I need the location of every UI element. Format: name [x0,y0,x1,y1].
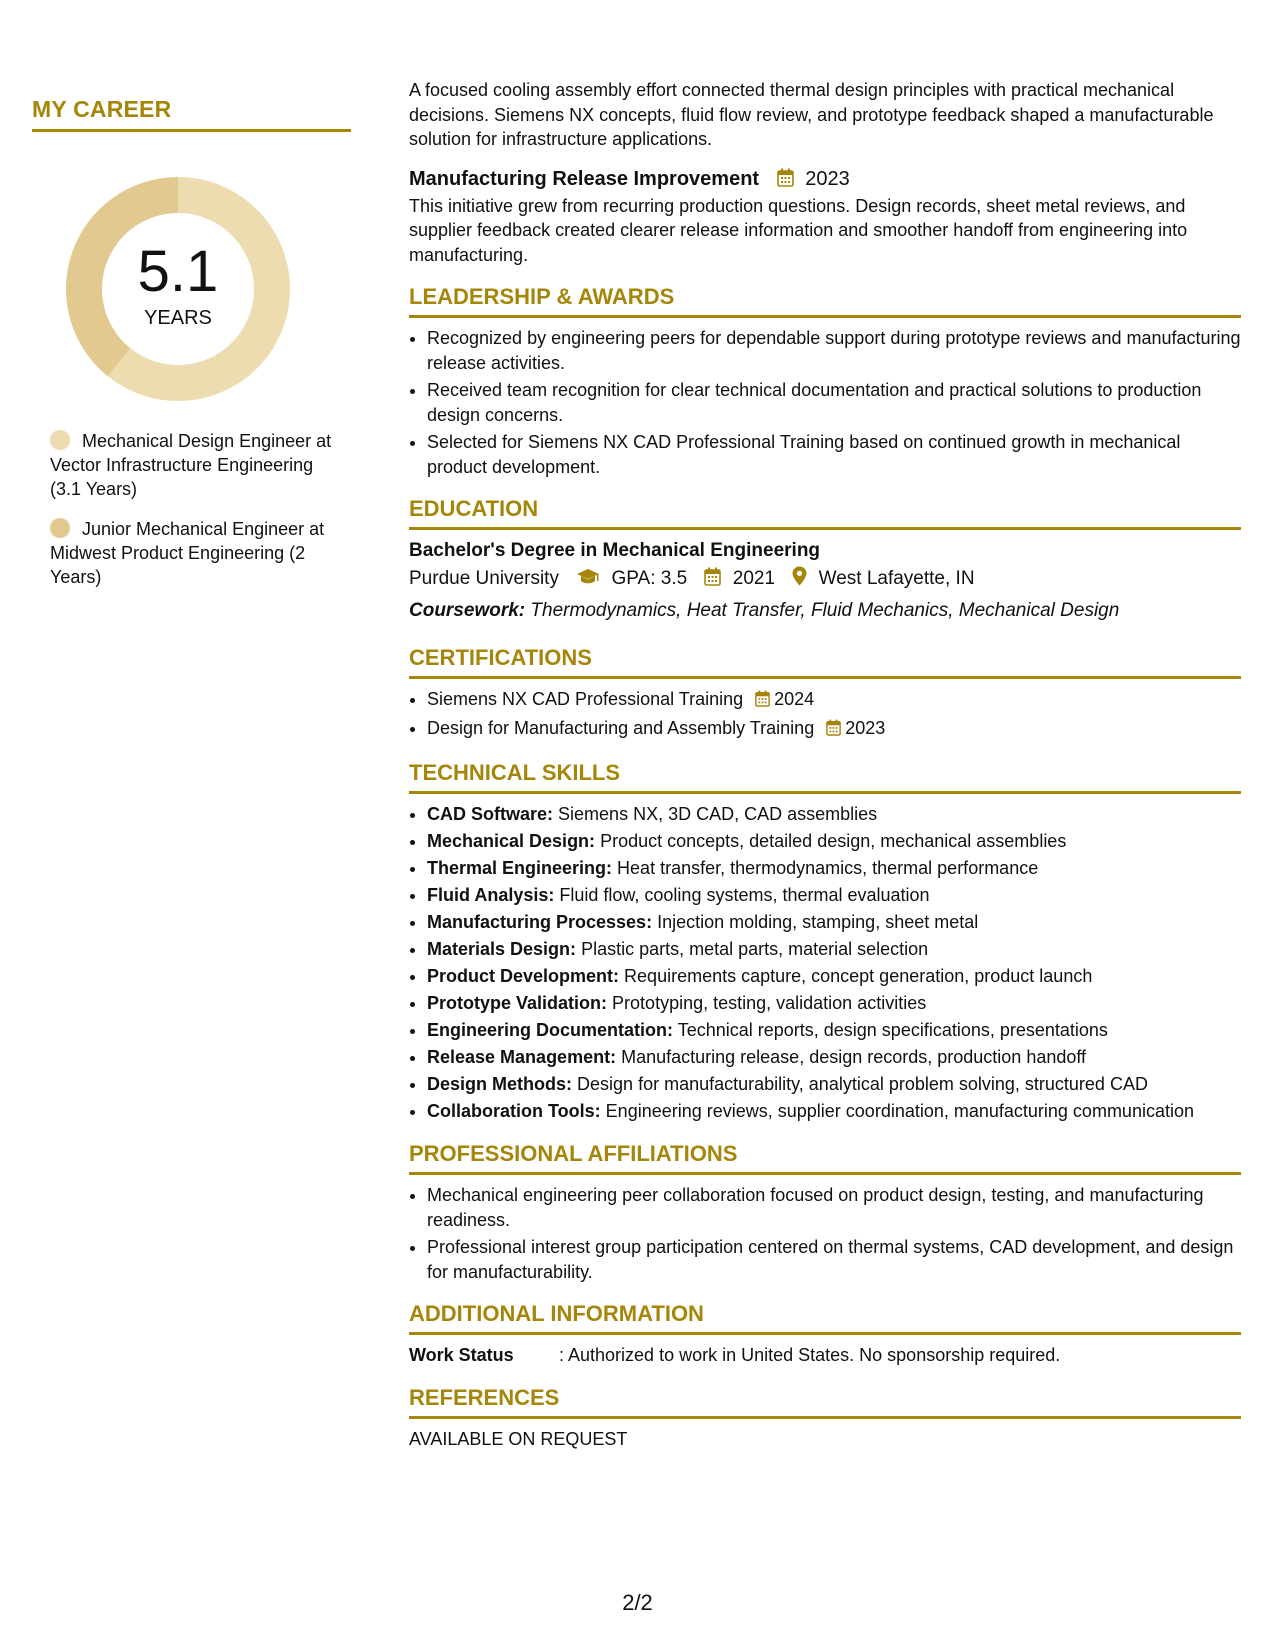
calendar-icon [777,168,794,194]
career-sidebar [32,96,351,605]
main-content [409,78,1241,1451]
gpa: GPA: 3.5 [611,568,688,589]
degree-title: Bachelor's Degree in Mechanical Engineering [409,540,821,561]
skill-label: Engineering Documentation: [427,1020,674,1040]
list-item: • Selected for Siemens NX CAD Professional Training based on continued growth in mechanical product development. [427,430,1241,479]
graduation-cap-icon [576,566,600,596]
skill-item [427,883,1241,908]
calendar-icon [704,566,721,596]
leadership-section-title: LEADERSHIP & AWARDS [409,283,1241,318]
additional-section-title: ADDITIONAL INFORMATION [409,1300,1241,1335]
skills-section-title: TECHNICAL SKILLS [409,759,1241,794]
calendar-icon [826,718,841,743]
coursework-label: Coursework: [409,600,526,621]
legend-dot [50,430,70,450]
project-year: 2023 [805,167,850,190]
skill-value: Plastic parts, metal parts, material selection [581,939,929,959]
skill-value: Fluid flow, cooling systems, thermal evaluation [559,885,930,905]
career-legend [50,429,340,589]
skill-label: Prototype Validation: [427,993,608,1013]
graduation-year: 2021 [732,568,776,589]
certifications-list [409,687,1241,743]
skill-value: Injection molding, stamping, sheet metal [657,912,979,932]
work-status-row [409,1343,1241,1368]
cert-name: Design for Manufacturing and Assembly Training [427,718,815,738]
skill-value: Product concepts, detailed design, mechanical assemblies [600,831,1067,851]
skill-value: Requirements capture, concept generation, product launch [624,966,1093,986]
skill-value: Design for manufacturability, analytical problem solving, structured CAD [577,1074,1148,1094]
work-status-label: Work Status [409,1345,514,1365]
legend-label: Mechanical Design Engineer at Vector Infrastructure Engineering (3.1 Years) [50,431,332,499]
legend-label: Junior Mechanical Engineer at Midwest Product Engineering (2 Years) [50,519,325,587]
list-item: • Mechanical engineering peer collaboration focused on product design, testing, and manufacturing readiness. [427,1183,1241,1232]
skill-item [427,937,1241,962]
education-details [409,564,1241,596]
skill-item [427,910,1241,935]
legend-item [50,429,340,501]
skill-label: Release Management: [427,1047,617,1067]
legend-item [50,517,340,589]
skill-label: Thermal Engineering: [427,858,613,878]
skill-label: Design Methods: [427,1074,573,1094]
certifications-section-title: CERTIFICATIONS [409,644,1241,679]
skill-item [427,991,1241,1016]
list-item [427,716,1241,743]
skill-label: Materials Design: [427,939,577,959]
skill-value: Manufacturing release, design records, production handoff [621,1047,1087,1067]
skills-list [409,802,1241,1124]
skill-label: Mechanical Design: [427,831,596,851]
skill-item [427,1072,1241,1097]
location-pin-icon [792,566,807,596]
skill-label: Collaboration Tools: [427,1101,601,1121]
project-title: Manufacturing Release Improvement [409,167,760,190]
skill-value: Technical reports, design specifications, presentations [677,1020,1108,1040]
skill-value: Engineering reviews, supplier coordination, manufacturing communication [605,1101,1194,1121]
education-section-title: EDUCATION [409,495,1241,530]
list-item: • Professional interest group participation centered on thermal systems, CAD development, and design for manufacturability. [427,1235,1241,1284]
coursework-list: Thermodynamics, Heat Transfer, Fluid Mechanics, Mechanical Design [530,600,1120,621]
skill-value: Heat transfer, thermodynamics, thermal performance [617,858,1039,878]
skill-item [427,1099,1241,1124]
cert-year: 2023 [845,718,886,738]
cert-name: Siemens NX CAD Professional Training [427,689,744,709]
skill-item [427,1045,1241,1070]
leadership-list [409,326,1241,479]
project-description: This initiative grew from recurring production questions. Design records, sheet metal reviews, and supplier feedback created clearer release information and smoother handoff from engineering into manufacturing. [409,195,1188,265]
skill-item [427,856,1241,881]
calendar-icon [755,689,770,714]
legend-dot [50,518,70,538]
skill-item [427,964,1241,989]
career-donut-chart [66,177,290,401]
skill-item [427,802,1241,827]
cert-year: 2024 [774,689,815,709]
affiliations-list [409,1183,1241,1284]
career-total-years: 5.1 [137,239,219,304]
references-text: AVAILABLE ON REQUEST [409,1428,628,1449]
career-title: MY CAREER [32,96,351,132]
school-name: Purdue University [409,568,559,589]
project-intro: A focused cooling assembly effort connected thermal design principles with practical mechanical decisions. Siemens NX concepts, fluid flow review, and prototype feedback shaped a manufacturable solution for infrastructure applications. [409,80,1214,149]
list-item: • Received team recognition for clear technical documentation and practical solutions to production design concerns. [427,378,1241,427]
skill-label: Fluid Analysis: [427,885,555,905]
skill-value: Prototyping, testing, validation activities [612,993,927,1013]
page-number: 2/2 [622,1590,653,1615]
career-total-unit: YEARS [144,307,212,329]
coursework [409,596,1241,626]
references-section-title: REFERENCES [409,1384,1241,1419]
skill-label: Manufacturing Processes: [427,912,653,932]
skill-item [427,1018,1241,1043]
list-item [427,687,1241,714]
skill-label: Product Development: [427,966,620,986]
skill-label: CAD Software: [427,804,554,824]
skill-value: Siemens NX, 3D CAD, CAD assemblies [558,804,878,824]
school-location: West Lafayette, IN [818,568,975,589]
affiliations-section-title: PROFESSIONAL AFFILIATIONS [409,1140,1241,1175]
project-heading [409,166,1241,194]
list-item: • Recognized by engineering peers for dependable support during prototype reviews and manufacturing release activities. [427,326,1241,375]
skill-item [427,829,1241,854]
work-status-value: : Authorized to work in United States. No sponsorship required. [559,1345,1061,1365]
